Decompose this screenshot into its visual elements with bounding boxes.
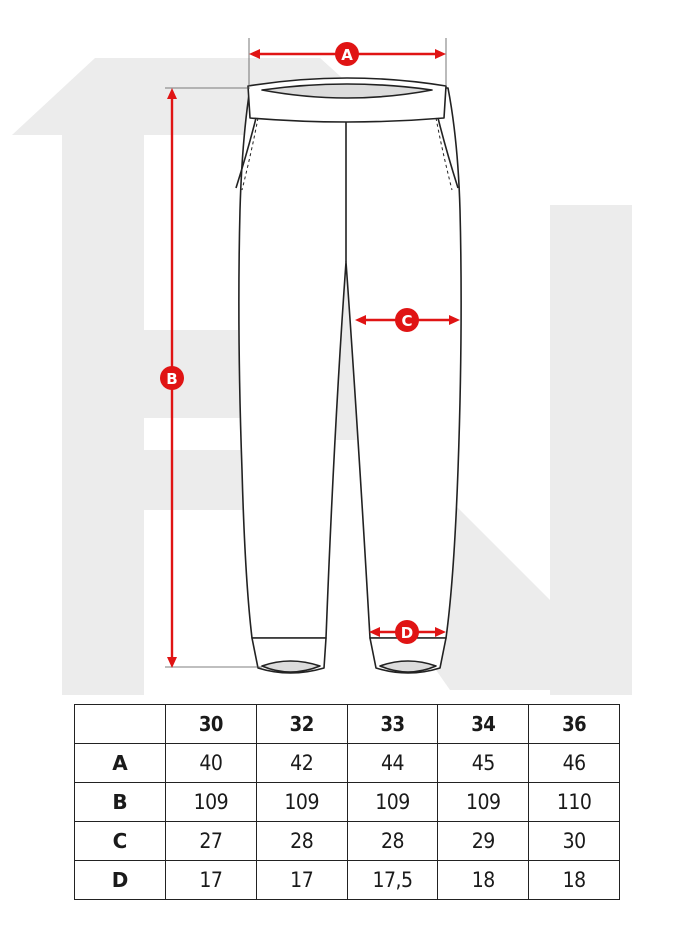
svg-text:D: D: [400, 624, 414, 642]
size-header: 33: [347, 705, 438, 744]
table-cell: 109: [166, 783, 257, 822]
table-cell: 29: [438, 822, 529, 861]
row-label: A: [75, 744, 166, 783]
size-header-row: [75, 705, 620, 744]
table-row: [75, 861, 620, 900]
svg-text:B: B: [166, 370, 178, 388]
marker-b: [160, 366, 184, 390]
size-header: 36: [529, 705, 620, 744]
size-table: [74, 704, 620, 900]
marker-c: [395, 308, 419, 332]
svg-text:A: A: [341, 46, 353, 64]
table-cell: 46: [529, 744, 620, 783]
table-cell: 110: [529, 783, 620, 822]
row-label: B: [75, 783, 166, 822]
table-cell: 17: [166, 861, 257, 900]
marker-a: [335, 42, 359, 66]
table-row: [75, 783, 620, 822]
table-cell: 28: [256, 822, 347, 861]
table-cell: 27: [166, 822, 257, 861]
marker-d: [395, 620, 419, 644]
corner-cell: [75, 705, 166, 744]
row-label: D: [75, 861, 166, 900]
table-cell: 45: [438, 744, 529, 783]
table-cell: 40: [166, 744, 257, 783]
size-header: 34: [438, 705, 529, 744]
svg-text:C: C: [401, 312, 413, 330]
table-cell: 28: [347, 822, 438, 861]
table-cell: 17: [256, 861, 347, 900]
table-cell: 18: [438, 861, 529, 900]
table-cell: 30: [529, 822, 620, 861]
table-row: [75, 744, 620, 783]
table-cell: 109: [347, 783, 438, 822]
table-cell: 44: [347, 744, 438, 783]
table-cell: 109: [256, 783, 347, 822]
table-cell: 17,5: [347, 861, 438, 900]
table-cell: 18: [529, 861, 620, 900]
table-cell: 109: [438, 783, 529, 822]
table-row: [75, 822, 620, 861]
size-header: 32: [256, 705, 347, 744]
size-header: 30: [166, 705, 257, 744]
table-cell: 42: [256, 744, 347, 783]
row-label: C: [75, 822, 166, 861]
